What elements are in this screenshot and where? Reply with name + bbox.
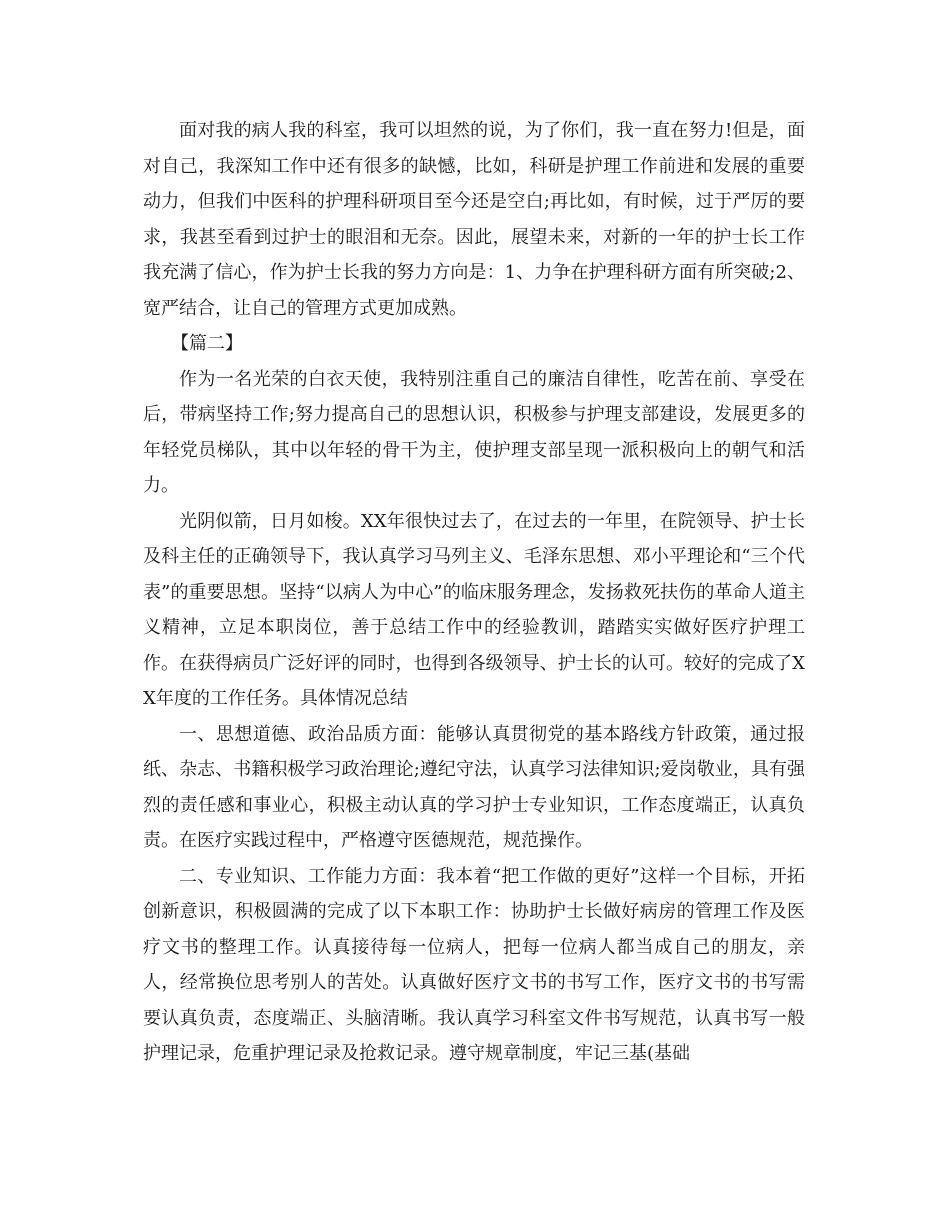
paragraph-5: 二、专业知识、工作能力方面：我本着“把工作做的更好”这样一个目标，开拓创新意识，积极圆满的完成了以下本职工作：协助护士长做好病房的管理工作及医疗文书的整理工作。认真接待每一位病人，把每一位病人都当成自己的朋友，亲人，经常换位思考别人的苦处。认真做好医疗文书的书写工作，医疗文书的书写需要认真负责，态度端正、头脑清晰。我认真学习科室文件书写规范，认真书写一般护理记录，危重护理记录及抢救记录。遵守规章制度，牢记三基(基础 [143,865,805,1064]
paragraph-4: 一、思想道德、政治品质方面：能够认真贯彻党的基本路线方针政策，通过报纸、杂志、书籍积极学习政治理论;遵纪守法，认真学习法律知识;爱岗敬业，具有强烈的责任感和事业心，积极主动认真的学习护士专业知识，工作态度端正，认真负责。在医疗实践过程中，严格遵守医德规范，规范操作。 [143,723,805,851]
paragraph-1: 面对我的病人我的科室，我可以坦然的说，为了你们，我一直在努力!但是，面对自己，我深知工作中还有很多的缺憾，比如，科研是护理工作前进和发展的重要动力，但我们中医科的护理科研项目至今还是空白;再比如，有时候，过于严厉的要求，我甚至看到过护士的眼泪和无奈。因此，展望未来，对新的一年的护士长工作我充满了信心，作为护士长我的努力方向是：1、力争在护理科研方面有所突破;2、宽严结合，让自己的管理方式更加成熟。 [143,120,805,319]
paragraph-2: 作为一名光荣的白衣天使，我特别注重自己的廉洁自律性，吃苦在前、享受在后，带病坚持工作;努力提高自己的思想认识，积极参与护理支部建设，发展更多的年轻党员梯队，其中以年轻的骨干为主，使护理支部呈现一派积极向上的朝气和活力。 [143,368,805,496]
section-heading: 【篇二】 [171,333,243,354]
paragraph-3: 光阴似箭，日月如梭。XX年很快过去了，在过去的一年里，在院领导、护士长及科主任的正确领导下，我认真学习马列主义、毛泽东思想、邓小平理论和“三个代表”的重要思想。坚持“以病人为中心”的临床服务理念，发扬救死扶伤的革命人道主义精神，立足本职岗位，善于总结工作中的经验教训，踏踏实实做好医疗护理工作。在获得病员广泛好评的同时，也得到各级领导、护士长的认可。较好的完成了XX年度的工作任务。具体情况总结 [143,510,805,709]
document-body [143,113,805,1072]
